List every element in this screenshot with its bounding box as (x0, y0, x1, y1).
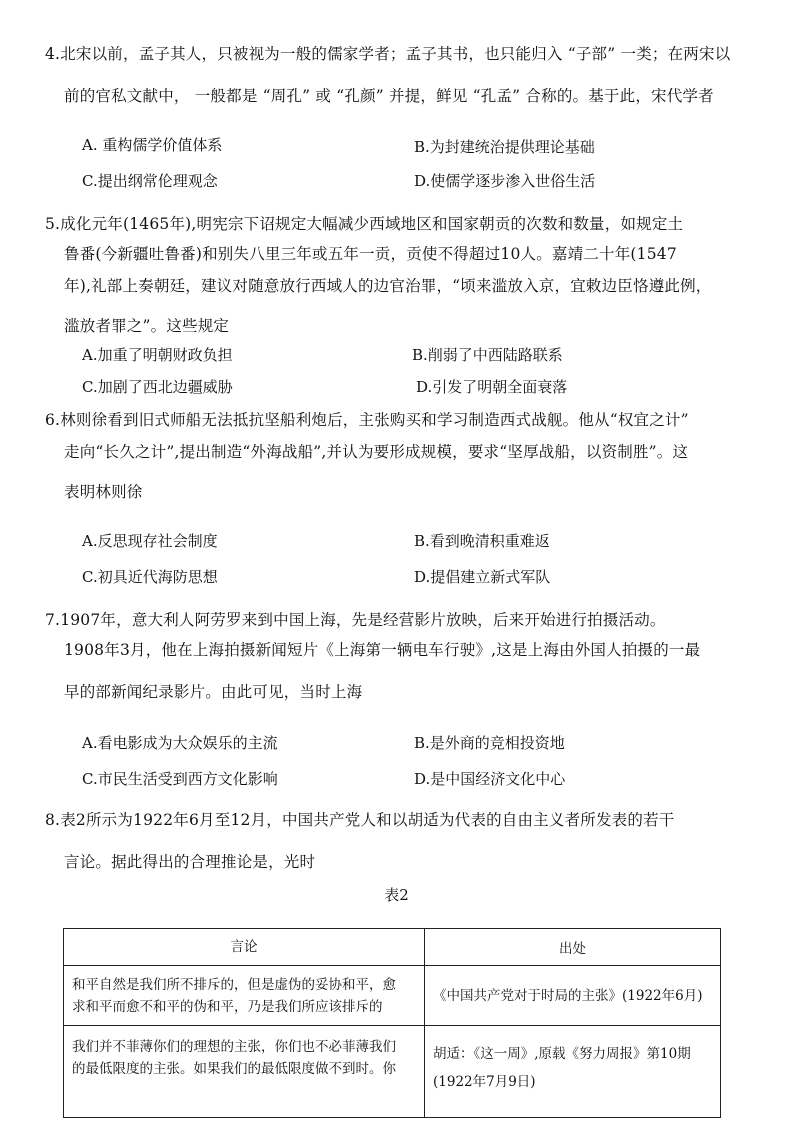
source-line: (1922年7月9日) (433, 1074, 536, 1090)
option-c: C.提出纲常伦理观念 (82, 172, 218, 190)
question-stem-line: 早的部新闻纪录影片。由此可见，当时上海 (64, 683, 363, 701)
option-b: B.削弱了中西陆路联系 (412, 346, 563, 364)
option-d: D.是中国经济文化中心 (414, 770, 566, 788)
source-cell (425, 966, 721, 1026)
option-c: C.初具近代海防思想 (82, 568, 218, 586)
option-d: D.使儒学逐步渗入世俗生活 (414, 172, 596, 190)
option-b: B.是外商的竞相投资地 (414, 734, 565, 752)
option-d: D.提倡建立新式军队 (414, 568, 551, 586)
question-stem-line: 6.林则徐看到旧式师船无法抵抗坚船利炮后，主张购买和学习制造西式战舰。他从“权宜之计” (45, 411, 689, 429)
option-b: B.看到晚清积重难返 (414, 532, 550, 550)
speech-line: 我们并不菲薄你们的理想的主张，你们也不必菲薄我们 (72, 1039, 396, 1055)
speech-line: 的最低限度的主张。如果我们的最低限度做不到时。你 (72, 1061, 396, 1077)
speech-cell (64, 1026, 425, 1118)
option-d: D.引发了明朝全面衰落 (416, 378, 568, 396)
quotes-table (63, 928, 721, 1118)
question-stem-line: 7.1907年，意大利人阿劳罗来到中国上海，先是经营影片放映，后来开始进行拍摄活动。 (45, 611, 666, 629)
source-line: 胡适：《这一周》,原载《努力周报》第10期 (433, 1046, 691, 1062)
source-line: 《中国共产党对于时局的主张》(1922年6月) (433, 987, 703, 1004)
table-row (64, 966, 721, 1026)
question-stem-line: 走向“长久之计”,提出制造“外海战船”,并认为要形成规模，要求“坚厚战船，以资制胜”。这 (64, 443, 689, 461)
option-a: A.反思现存社会制度 (82, 532, 218, 550)
question-stem-line: 4.北宋以前，孟子其人，只被视为一般的儒家学者；孟子其书，也只能归入 “子部” 一类；在两宋以 (45, 45, 731, 63)
table-caption: 表2 (384, 886, 409, 904)
table-row (64, 1026, 721, 1118)
question-stem-line: 1908年3月，他在上海拍摄新闻短片《上海第一辆电车行驶》,这是上海由外国人拍摄的一最 (64, 641, 701, 659)
option-c: C.加剧了西北边疆威胁 (82, 378, 233, 396)
question-stem-line: 前的官私文献中， 一般都是 “周孔” 或 “孔颜” 并提，鲜见 “孔孟” 合称的。基于此，宋代学者 (64, 87, 714, 105)
table-header-row (64, 929, 721, 966)
option-b: B.为封建统治提供理论基础 (414, 138, 595, 156)
source-cell (425, 1026, 721, 1118)
option-c: C.市民生活受到西方文化影响 (82, 770, 278, 788)
option-a: A.看电影成为大众娱乐的主流 (82, 734, 278, 752)
column-header-source: 出处 (425, 929, 721, 966)
question-stem-line: 言论。据此得出的合理推论是，光时 (64, 853, 316, 871)
question-stem-line: 8.表2所示为1922年6月至12月，中国共产党人和以胡适为代表的自由主义者所发表的若干 (45, 811, 675, 829)
option-a: A.加重了明朝财政负担 (82, 346, 233, 364)
option-a: A. 重构儒学价值体系 (82, 136, 223, 154)
column-header-speech: 言论 (64, 929, 425, 966)
question-stem-line: 5.成化元年(1465年),明宪宗下诏规定大幅减少西域地区和国家朝贡的次数和数量，如规定土 (45, 215, 684, 233)
question-stem-line: 年),礼部上奏朝廷，建议对随意放行西域人的边官治罪，“顷来滥放入京，宜敕边臣恪遵此例， (64, 277, 712, 295)
speech-line: 求和平而愈不和平的伪和平，乃是我们所应该排斥的 (72, 998, 383, 1015)
question-stem-line: 表明林则徐 (64, 483, 143, 501)
question-stem-line: 滥放者罪之”。这些规定 (64, 317, 230, 335)
speech-cell (64, 966, 425, 1026)
speech-line: 和平自然是我们所不排斥的，但是虚伪的妥协和平，愈 (72, 976, 396, 993)
question-stem-line: 鲁番(今新疆吐鲁番)和别失八里三年或五年一贡，贡使不得超过10人。嘉靖二十年(1547 (64, 245, 677, 263)
